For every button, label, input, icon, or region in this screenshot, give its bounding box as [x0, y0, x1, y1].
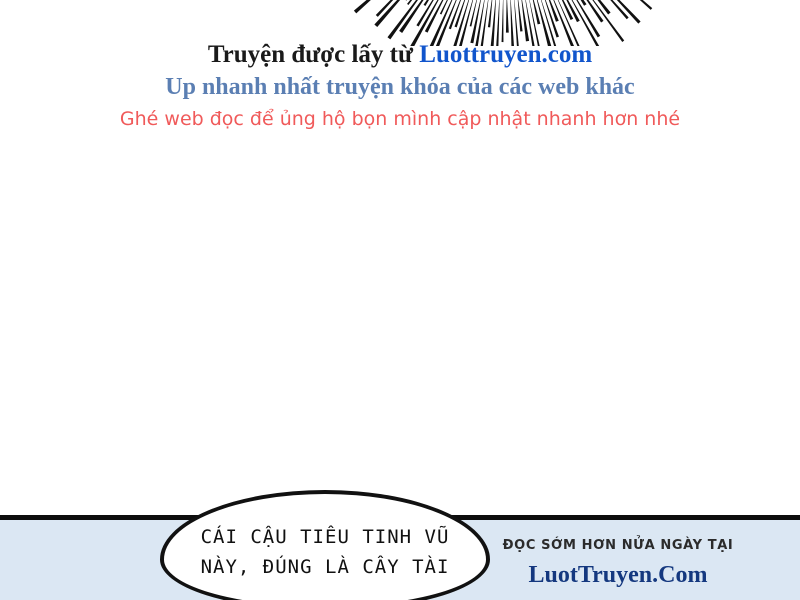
watermark-brand: Luottruyen.com [419, 41, 593, 68]
promo-site-name: LuotTruyen.Com [528, 562, 708, 588]
watermark-line-3: Ghé web đọc để ủng hộ bọn mình cập nhật nhanh hơn nhé [119, 108, 681, 130]
speech-bubble-line-1: CÁI CẬU TIÊU TINH VŨ [200, 526, 450, 548]
speech-bubble-line-2: NÀY, ĐÚNG LÀ CÂY TÀI [200, 556, 450, 578]
speech-bubble-text [164, 522, 486, 582]
bottom-panel [0, 515, 800, 600]
watermark-line-1 [0, 40, 800, 70]
speech-bubble [160, 490, 490, 600]
promo-block [488, 536, 748, 590]
watermark-line-1-prefix: Truyện được lấy từ [207, 41, 420, 68]
watermark-line-2: Up nhanh nhất truyện khóa của các web khác [165, 74, 635, 100]
promo-tagline: ĐỌC SỚM HƠN NỬA NGÀY TẠI [502, 538, 734, 553]
watermark-block [0, 40, 800, 133]
